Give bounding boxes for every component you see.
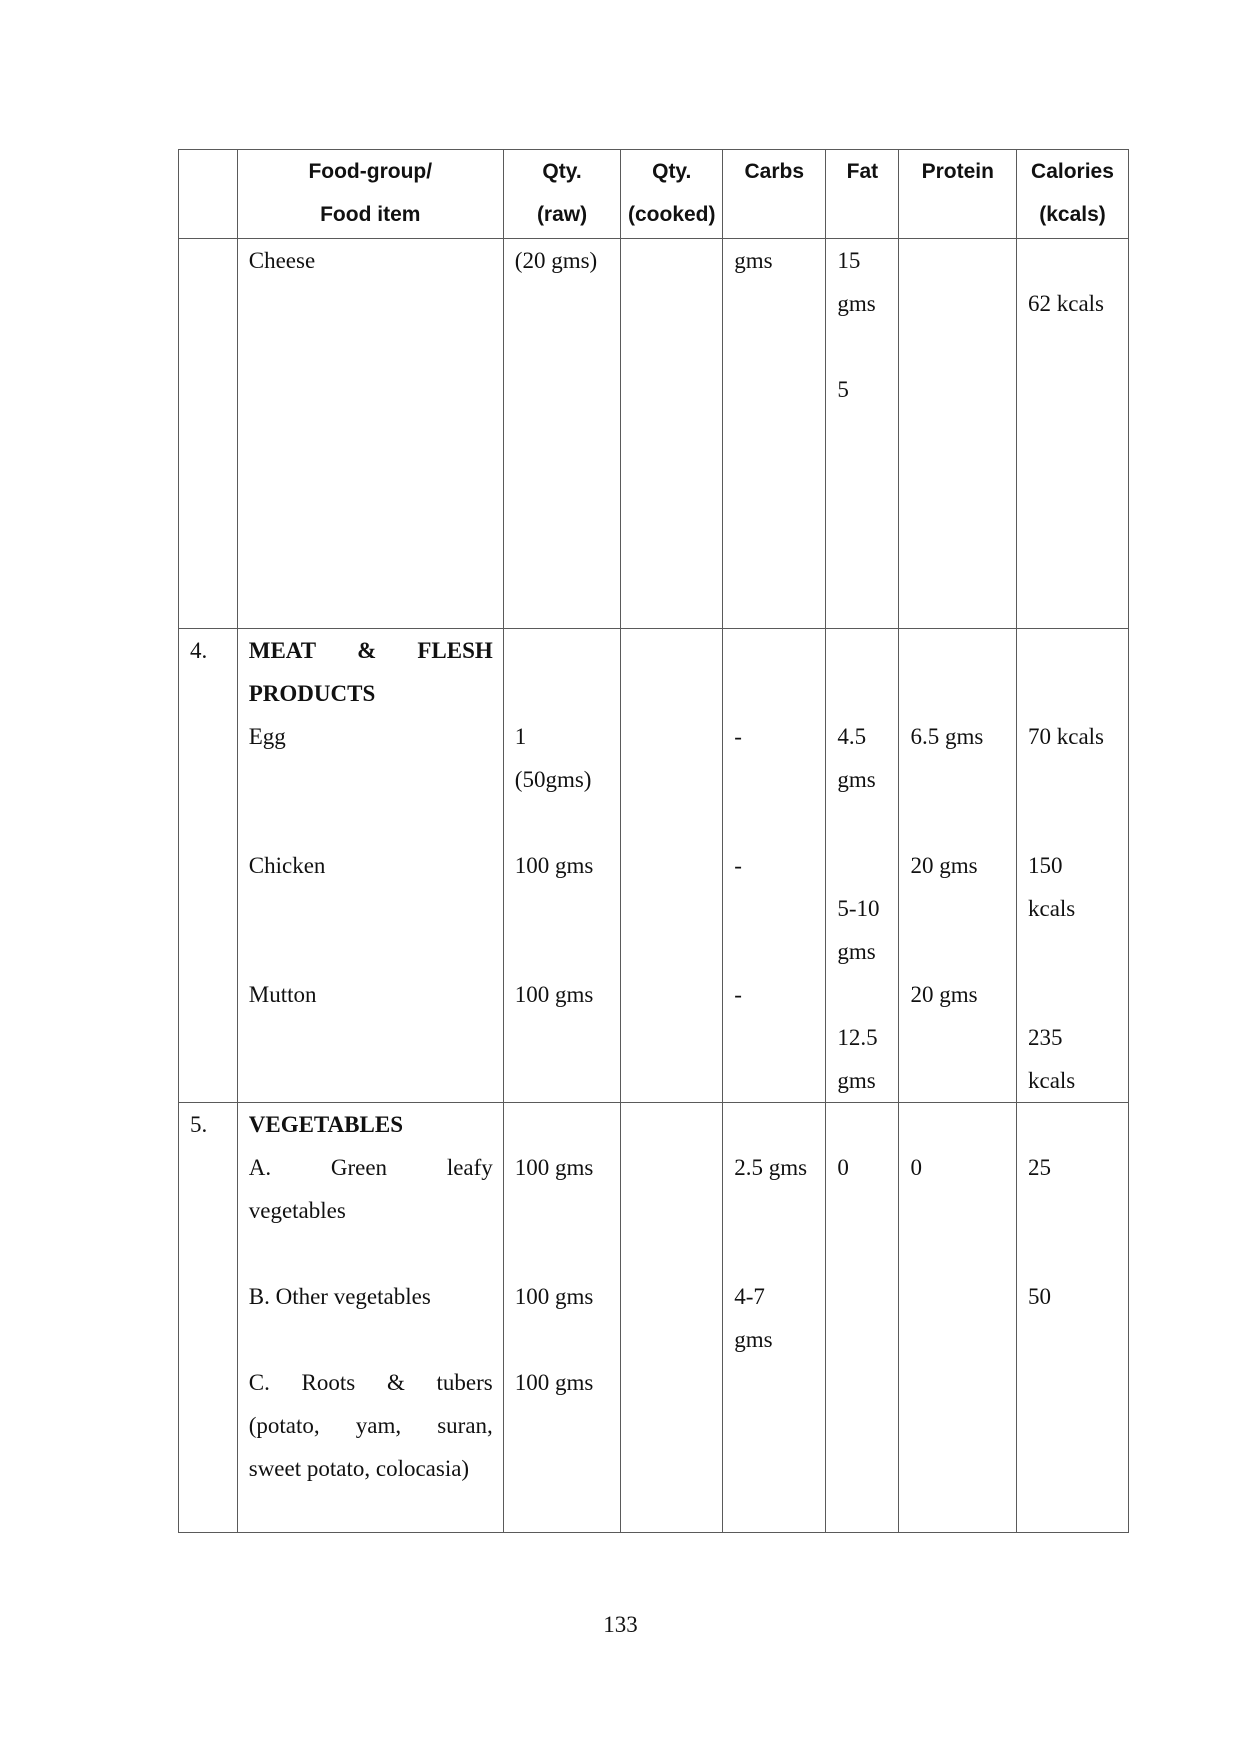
header-cell-calories: Calories (kcals): [1016, 150, 1128, 239]
header-cell-food: Food-group/ Food item: [237, 150, 503, 239]
header-cell-carbs: Carbs: [723, 150, 826, 239]
section-title-meat: MEAT & FLESH: [248, 638, 493, 663]
header-cell-no: [179, 150, 238, 239]
table-row-cheese: Cheese (20 gms) gms 15 gms 5 62 kcals: [179, 239, 1129, 629]
header-cell-qty-raw: Qty. (raw): [503, 150, 621, 239]
page-number: 133: [603, 1612, 638, 1637]
nutrition-table: [178, 149, 1129, 1533]
header-cell-fat: Fat: [826, 150, 899, 239]
table-row-meat: 4. MEAT & FLESH PRODUCTS Egg Chicken Mutton 1 (50gms) 100 gms 100 gms - - - 4.5 gms 5-10 gms 12.5 gms 6.5 gms 20 gms 20 gms 70 kcals 150 kcals 235 kcals: [179, 629, 1129, 1103]
header-cell-qty-cooked: Qty. (cooked): [621, 150, 723, 239]
table-row-vegetables: 5. VEGETABLES A. Green leafy vegetables B. Other vegetables C. Roots & tubers (potato, yam, suran, sweet potato, colocasia) 100 gms 100 gms 100 gms 2.5 gms 4-7 gms 0 0 25 50: [179, 1103, 1129, 1533]
header-cell-protein: Protein: [899, 150, 1017, 239]
section-title-vegetables: VEGETABLES: [248, 1112, 403, 1137]
header-row: [179, 150, 1129, 239]
cheese-item: Cheese: [248, 248, 316, 273]
